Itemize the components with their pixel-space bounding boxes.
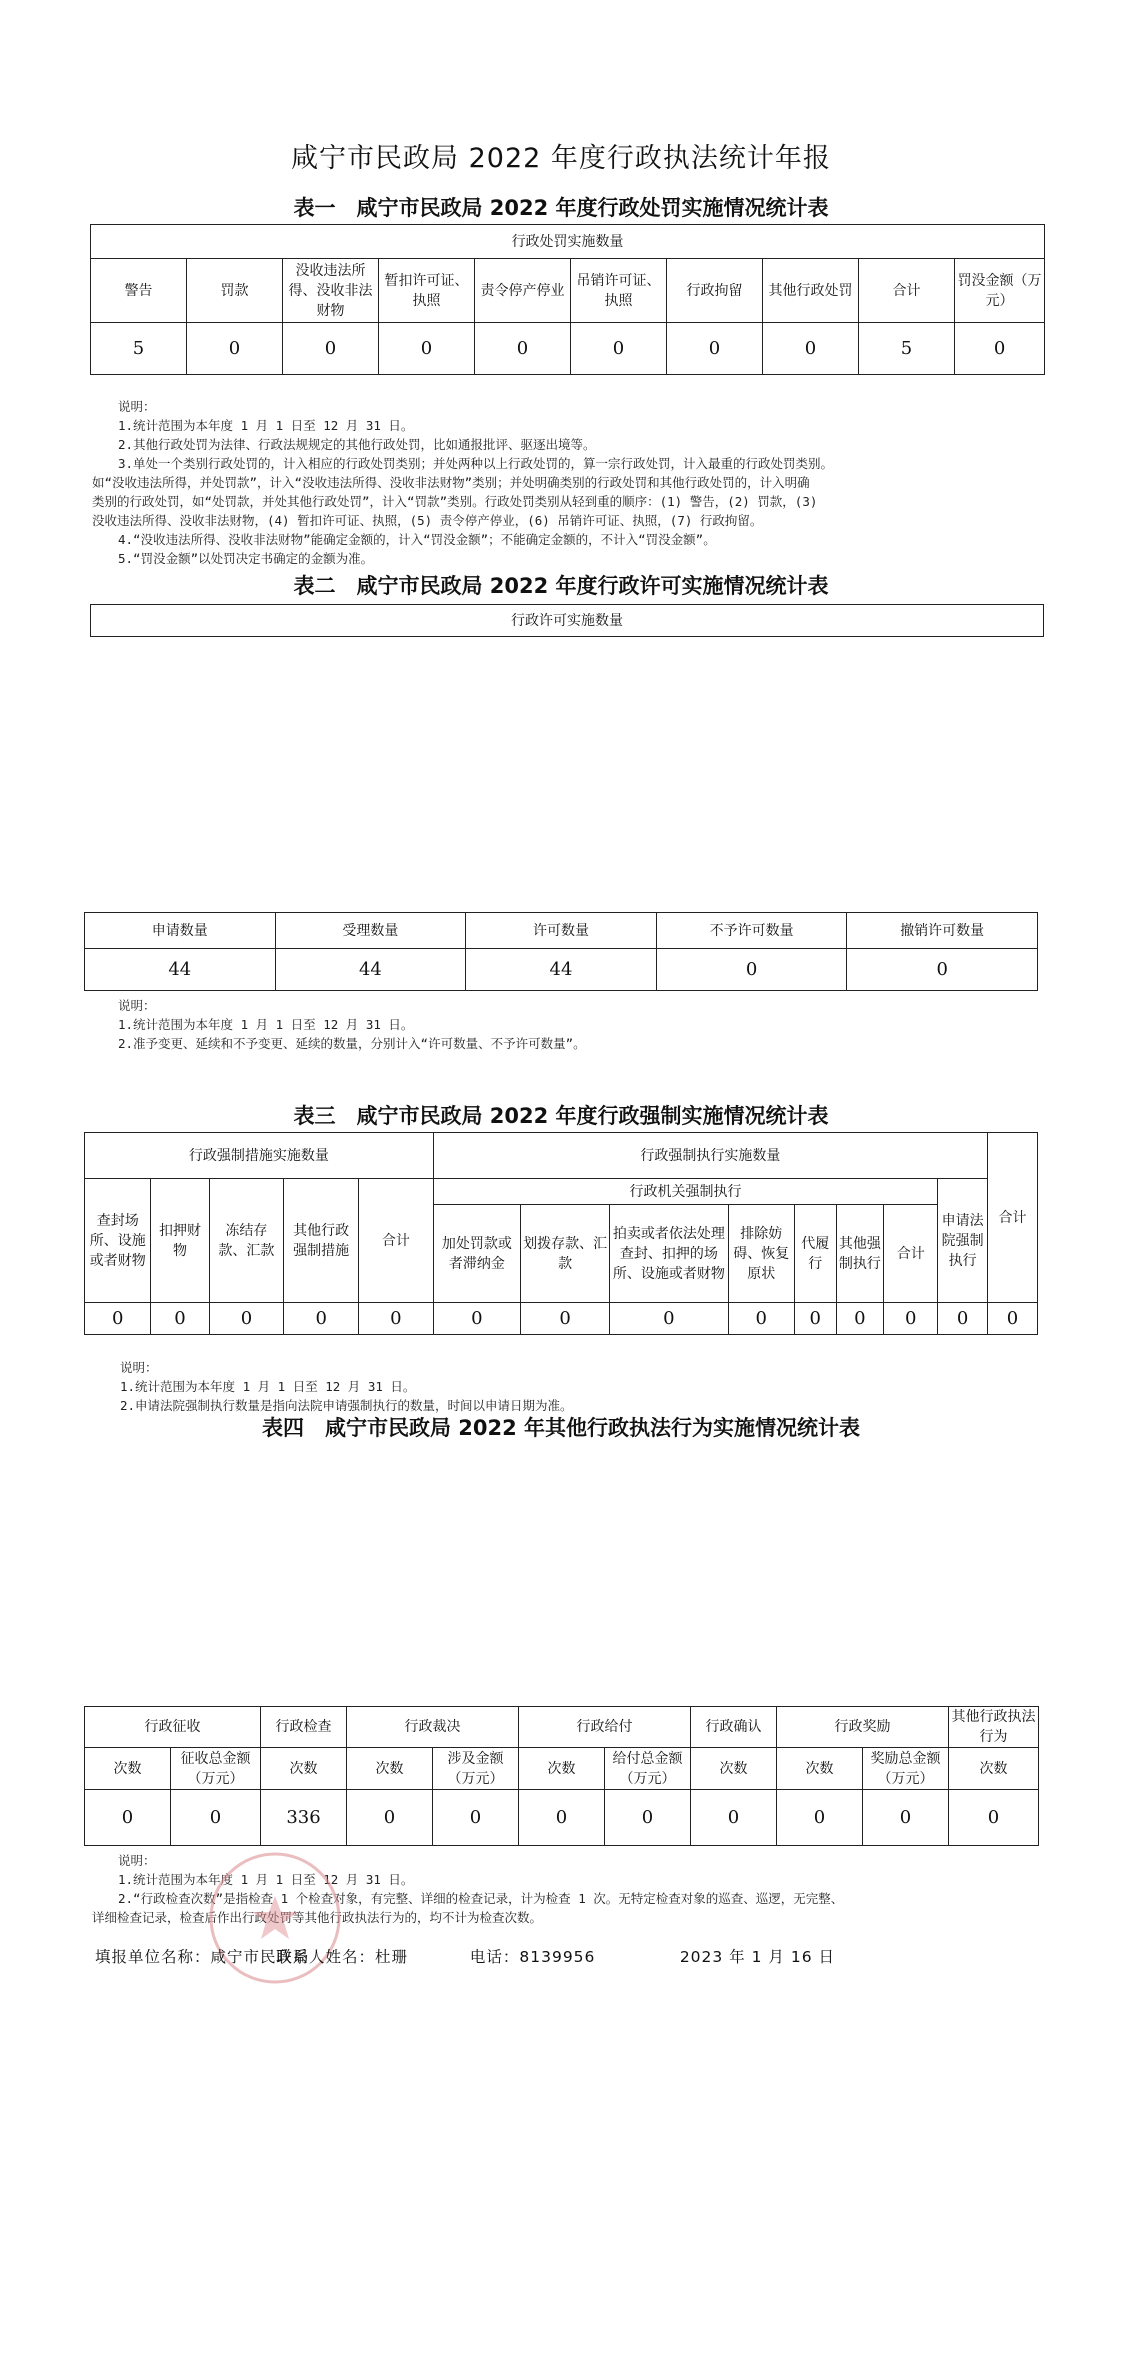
table1-col-header: 罚款: [187, 259, 283, 323]
table2-value: 44: [466, 949, 657, 991]
table4-col-header: 次数: [261, 1748, 347, 1790]
table4-col-header: 次数: [949, 1748, 1039, 1790]
note-line: 说明：: [120, 1360, 158, 1375]
table1-col-header: 行政拘留: [667, 259, 763, 323]
note-line: 说明：: [118, 1853, 156, 1868]
table4-col-header: 给付总金额（万元）: [605, 1748, 691, 1790]
table2-notes: [118, 996, 586, 1053]
note-line: 2.申请法院强制执行数量是指向法院申请强制执行的数量，时间以申请日期为准。: [120, 1398, 573, 1413]
table4-col-header: 涉及金额（万元）: [433, 1748, 519, 1790]
note-line: 1.统计范围为本年度 1 月 1 日至 12 月 31 日。: [118, 1872, 414, 1887]
table4-value: 0: [85, 1790, 171, 1846]
table2-col-header: 撤销许可数量: [847, 913, 1038, 949]
table4-group-header: 行政确认: [691, 1707, 777, 1748]
note-line: 2.准予变更、延续和不予变更、延续的数量，分别计入“许可数量、不予许可数量”。: [118, 1036, 586, 1051]
table3-col-header: 划拨存款、汇款: [520, 1205, 609, 1303]
note-line: 1.统计范围为本年度 1 月 1 日至 12 月 31 日。: [118, 1017, 414, 1032]
table3-value: 0: [988, 1303, 1038, 1335]
table4-col-header: 次数: [777, 1748, 863, 1790]
table3-value: 0: [209, 1303, 284, 1335]
table4-value: 336: [261, 1790, 347, 1846]
table3-court-header: 申请法院强制执行: [938, 1179, 988, 1303]
table4-value: 0: [433, 1790, 519, 1846]
footer-contact: 联系人姓名：杜珊: [275, 1948, 408, 1966]
table1-value: 0: [475, 323, 571, 375]
table3-enforcement: [84, 1132, 1038, 1335]
table3-col-header: 排除妨碍、恢复原状: [728, 1205, 794, 1303]
table4-group-header: 其他行政执法行为: [949, 1707, 1039, 1748]
table4-other-actions: [84, 1706, 1039, 1846]
table3-value: 0: [284, 1303, 359, 1335]
note-line: 没收违法所得、没收非法财物，(4) 暂扣许可证、执照，(5) 责令停产停业，(6) 吊销许可证、执照，(7) 行政拘留。: [92, 513, 763, 528]
table3-value: 0: [728, 1303, 794, 1335]
table1-value: 0: [187, 323, 283, 375]
note-line: 5.“罚没金额”以处罚决定书确定的金额为准。: [118, 551, 374, 566]
footer-phone: 电话：8139956: [469, 1948, 596, 1966]
table3-measures-header: 行政强制措施实施数量: [85, 1133, 434, 1179]
table1-value: 0: [283, 323, 379, 375]
table4-value: 0: [347, 1790, 433, 1846]
table4-col-header: 征收总金额（万元）: [171, 1748, 261, 1790]
table4-value: 0: [691, 1790, 777, 1846]
table4-group-header: 行政给付: [519, 1707, 691, 1748]
table3-value: 0: [359, 1303, 434, 1335]
table1-notes: [92, 397, 834, 568]
note-line: 说明：: [118, 399, 156, 414]
table1-value: 0: [379, 323, 475, 375]
table3-value: 0: [884, 1303, 938, 1335]
table3-col-header: 合计: [359, 1179, 434, 1303]
table3-notes: [120, 1358, 573, 1415]
note-line: 详细检查记录，检查后作出行政处罚等其他行政执法行为的，均不计为检查次数。: [92, 1910, 543, 1925]
table3-value: 0: [836, 1303, 884, 1335]
table3-execution-header: 行政强制执行实施数量: [433, 1133, 987, 1179]
table3-col-header: 其他行政强制措施: [284, 1179, 359, 1303]
table3-col-header: 合计: [884, 1205, 938, 1303]
note-line: 1.统计范围为本年度 1 月 1 日至 12 月 31 日。: [118, 418, 414, 433]
table4-group-header: 行政裁决: [347, 1707, 519, 1748]
table3-caption: 表三 咸宁市民政局 2022 年度行政强制实施情况统计表: [293, 1104, 829, 1128]
table3-col-header: 其他强制执行: [836, 1205, 884, 1303]
table1-col-header: 暂扣许可证、执照: [379, 259, 475, 323]
table4-group-header: 行政征收: [85, 1707, 261, 1748]
report-footer: [95, 1945, 835, 1967]
table4-value: 0: [949, 1790, 1039, 1846]
table1-col-header: 吊销许可证、执照: [571, 259, 667, 323]
table2-value: 0: [656, 949, 847, 991]
table1-value: 0: [667, 323, 763, 375]
note-line: 4.“没收违法所得、没收非法财物”能确定金额的，计入“罚没金额”；不能确定金额的，不计入“罚没金额”。: [118, 532, 716, 547]
table4-value: 0: [519, 1790, 605, 1846]
table4-caption: 表四 咸宁市民政局 2022 年其他行政执法行为实施情况统计表: [261, 1416, 861, 1440]
note-line: 3.单处一个类别行政处罚的，计入相应的行政处罚类别；并处两种以上行政处罚的，算一宗行政处罚，计入最重的行政处罚类别。: [118, 456, 834, 471]
table4-col-header: 次数: [519, 1748, 605, 1790]
table3-value: 0: [433, 1303, 520, 1335]
table3-value: 0: [938, 1303, 988, 1335]
table3-value: 0: [795, 1303, 837, 1335]
table3-agency-header: 行政机关强制执行: [433, 1179, 937, 1205]
footer-date: 2023 年 1 月 16 日: [679, 1948, 835, 1966]
table1-col-header: 合计: [859, 259, 955, 323]
table3-col-header: 查封场所、设施或者财物: [85, 1179, 151, 1303]
table1-col-header: 责令停产停业: [475, 259, 571, 323]
table3-col-header: 加处罚款或者滞纳金: [433, 1205, 520, 1303]
table1-penalty: [90, 224, 1045, 375]
table4-col-header: 次数: [347, 1748, 433, 1790]
note-line: 说明：: [118, 998, 156, 1013]
table4-col-header: 奖励总金额（万元）: [863, 1748, 949, 1790]
table1-value: 0: [571, 323, 667, 375]
table4-value: 0: [605, 1790, 691, 1846]
table4-col-header: 次数: [691, 1748, 777, 1790]
table1-col-header: 罚没金额（万元）: [955, 259, 1045, 323]
table3-value: 0: [85, 1303, 151, 1335]
table4-col-header: 次数: [85, 1748, 171, 1790]
table3-value: 0: [610, 1303, 728, 1335]
table3-total-header: 合计: [988, 1133, 1038, 1303]
table2-col-header: 受理数量: [275, 913, 466, 949]
table3-col-header: 拍卖或者依法处理查封、扣押的场所、设施或者财物: [610, 1205, 728, 1303]
table2-col-header: 申请数量: [85, 913, 276, 949]
table2-col-header: 不予许可数量: [656, 913, 847, 949]
table2-col-header: 许可数量: [466, 913, 657, 949]
table1-col-header: 没收违法所得、没收非法财物: [283, 259, 379, 323]
table3-value: 0: [520, 1303, 609, 1335]
table1-value: 5: [91, 323, 187, 375]
table4-group-header: 行政检查: [261, 1707, 347, 1748]
note-line: 如“没收违法所得，并处罚款”，计入“没收违法所得、没收非法财物”类别；并处明确类别的行政处罚和其他行政处罚的，计入明确: [92, 475, 810, 490]
official-seal-icon: [205, 1848, 345, 1988]
table1-value: 5: [859, 323, 955, 375]
table2-group-header: 行政许可实施数量: [91, 605, 1044, 637]
table1-value: 0: [955, 323, 1045, 375]
table1-col-header: 其他行政处罚: [763, 259, 859, 323]
table4-value: 0: [863, 1790, 949, 1846]
table2-caption: 表二 咸宁市民政局 2022 年度行政许可实施情况统计表: [293, 574, 829, 598]
table3-value: 0: [151, 1303, 209, 1335]
table4-value: 0: [171, 1790, 261, 1846]
note-line: 1.统计范围为本年度 1 月 1 日至 12 月 31 日。: [120, 1379, 416, 1394]
table2-group-header-table: [90, 604, 1044, 637]
document-title: 咸宁市民政局 2022 年度行政执法统计年报: [291, 143, 831, 174]
table4-value: 0: [777, 1790, 863, 1846]
table4-group-header: 行政奖励: [777, 1707, 949, 1748]
footer-unit: 填报单位名称：咸宁市民政局: [95, 1948, 310, 1966]
table1-col-header: 警告: [91, 259, 187, 323]
table2-value: 44: [85, 949, 276, 991]
table2-value: 0: [847, 949, 1038, 991]
note-line: 类别的行政处罚，如“处罚款，并处其他行政处罚”，计入“罚款”类别。行政处罚类别从轻到重的顺序：(1) 警告，(2) 罚款，(3): [92, 494, 818, 509]
table1-value: 0: [763, 323, 859, 375]
note-line: 2.其他行政处罚为法律、行政法规规定的其他行政处罚，比如通报批评、驱逐出境等。: [118, 437, 596, 452]
note-line: 2.“行政检查次数”是指检查 1 个检查对象，有完整、详细的检查记录，计为检查 1 次。无特定检查对象的巡查、巡逻，无完整、: [118, 1891, 844, 1906]
table1-group-header: 行政处罚实施数量: [91, 225, 1045, 259]
table3-col-header: 代履行: [795, 1205, 837, 1303]
table3-col-header: 扣押财物: [151, 1179, 209, 1303]
table2-value: 44: [275, 949, 466, 991]
table2-license: [84, 912, 1038, 991]
table3-col-header: 冻结存款、汇款: [209, 1179, 284, 1303]
table1-caption: 表一 咸宁市民政局 2022 年度行政处罚实施情况统计表: [293, 196, 829, 220]
